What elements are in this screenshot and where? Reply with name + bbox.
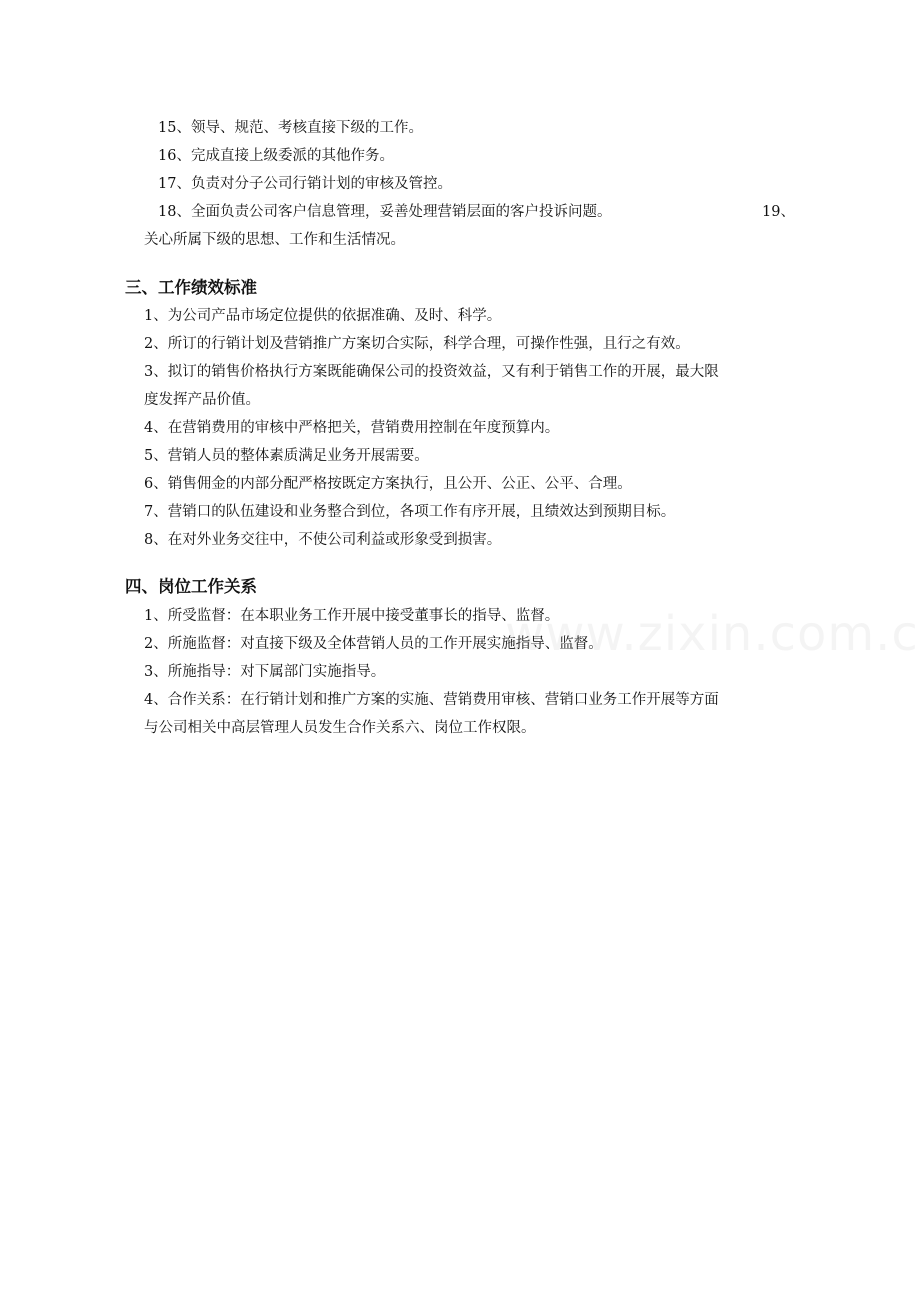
list-item-continuation: 与公司相关中高层管理人员发生合作关系六、岗位工作权限。 <box>144 720 536 736</box>
list-item: 3、拟订的销售价格执行方案既能确保公司的投资效益，又有利于销售工作的开展，最大限 <box>144 364 719 380</box>
list-item: 5、营销人员的整体素质满足业务开展需要。 <box>144 448 429 464</box>
list-item: 2、所订的行销计划及营销推广方案切合实际，科学合理，可操作性强，且行之有效。 <box>144 336 690 352</box>
duty-item-16: 16、完成直接上级委派的其他作务。 <box>158 148 394 164</box>
list-item: 7、营销口的队伍建设和业务整合到位，各项工作有序开展，且绩效达到预期目标。 <box>144 504 676 520</box>
list-item: 4、在营销费用的审核中严格把关，营销费用控制在年度预算内。 <box>144 420 560 436</box>
duty-item-17: 17、负责对分子公司行销计划的审核及管控。 <box>158 176 452 192</box>
duty-item-19-text: 关心所属下级的思想、工作和生活情况。 <box>144 232 405 248</box>
duty-item-19-number: 19、 <box>762 204 795 220</box>
list-item: 1、为公司产品市场定位提供的依据准确、及时、科学。 <box>144 308 502 324</box>
list-item: 1、所受监督：在本职业务工作开展中接受董事长的指导、监督。 <box>144 608 560 624</box>
list-item: 4、合作关系：在行销计划和推广方案的实施、营销费用审核、营销口业务工作开展等方面 <box>144 692 719 708</box>
list-item: 6、销售佣金的内部分配严格按既定方案执行，且公开、公正、公平、合理。 <box>144 476 632 492</box>
section-heading-work-relations: 四、岗位工作关系 <box>125 577 257 596</box>
list-item: 3、所施指导：对下属部门实施指导。 <box>144 664 386 680</box>
duty-item-15: 15、领导、规范、考核直接下级的工作。 <box>158 120 423 136</box>
list-item: 2、所施监督：对直接下级及全体营销人员的工作开展实施指导、监督。 <box>144 636 603 652</box>
section-heading-performance-standards: 三、工作绩效标准 <box>125 278 257 297</box>
duty-item-18: 18、全面负责公司客户信息管理，妥善处理营销层面的客户投诉问题。 <box>158 204 612 220</box>
list-item: 8、在对外业务交往中，不使公司利益或形象受到损害。 <box>144 532 502 548</box>
list-item-continuation: 度发挥产品价值。 <box>144 392 260 408</box>
